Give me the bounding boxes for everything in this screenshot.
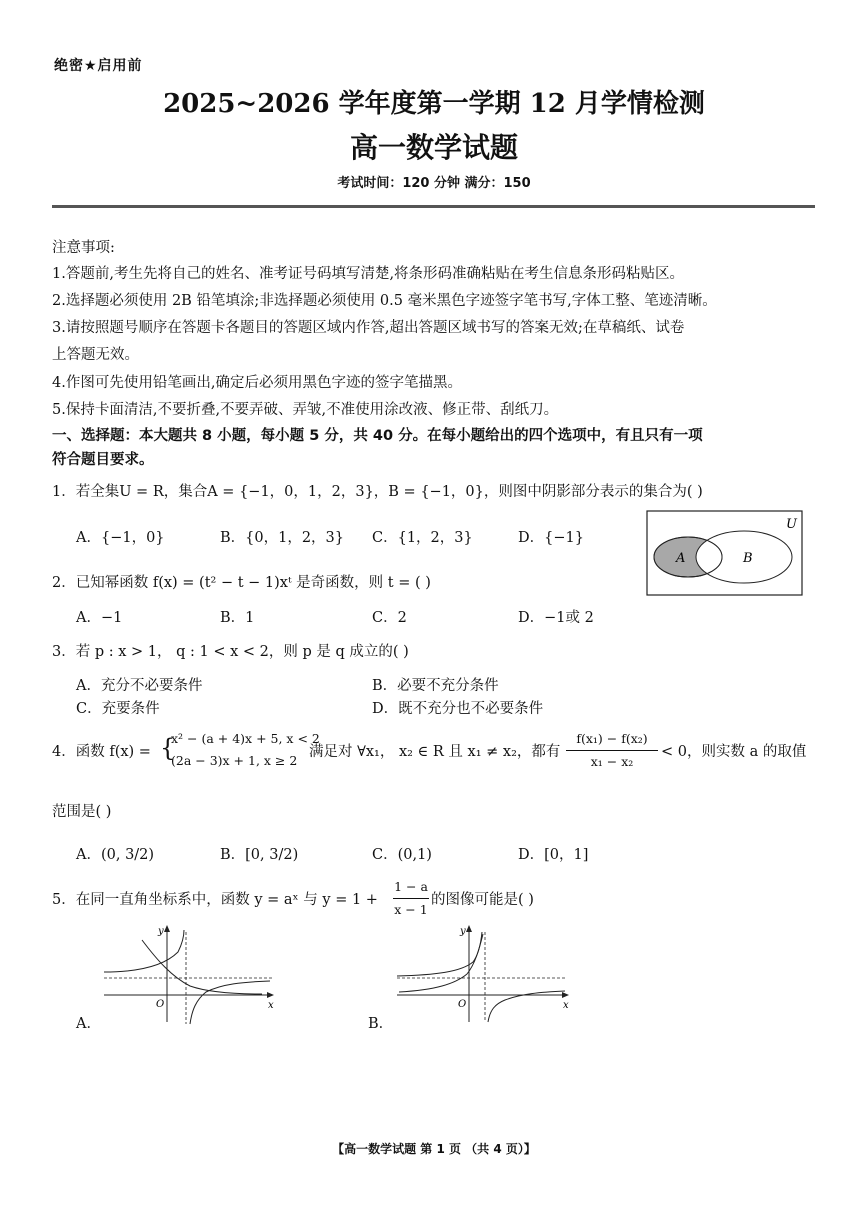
question-2-stem: 2．已知幂函数 f(x) = (t² − t − 1)xᵗ 是奇函数，则 t = ( ) <box>52 575 431 591</box>
q4-fraction-numerator: f(x₁) − f(x₂) <box>576 731 648 746</box>
q1-option-b: B．{0，1，2，3} <box>220 530 345 546</box>
notice-item: 2.选择题必须使用 2B 铅笔填涂;非选择题必须使用 0.5 毫米黑色字迹签字笔书写,字体工整、笔迹清晰。 <box>52 293 717 309</box>
svg-text:y: y <box>460 926 466 937</box>
q4-case-2: (2a − 3)x + 1, x ≥ 2 <box>171 753 298 768</box>
q3-option-b: B．必要不充分条件 <box>372 678 499 694</box>
q5-fraction-denominator: x − 1 <box>394 902 428 917</box>
q3-option-a: A．充分不必要条件 <box>76 678 203 694</box>
notice-heading: 注意事项: <box>52 240 115 256</box>
q4-condition-tail: < 0，则实数 a 的取值 <box>661 744 807 760</box>
exam-title: 2025~2026 学年度第一学期 12 月学情检测 <box>163 89 705 119</box>
notice-item: 5.保持卡面清洁,不要折叠,不要弄破、弄皱,不准使用涂改液、修正带、刮纸刀。 <box>52 402 559 418</box>
q2-option-d: D．−1或 2 <box>518 610 594 626</box>
q5-option-b: B． <box>368 1016 394 1032</box>
exam-subject-title: 高一数学试题 <box>349 131 518 164</box>
svg-text:y: y <box>158 926 164 937</box>
header-divider <box>52 205 815 208</box>
q1-option-d: D．{−1} <box>518 530 584 546</box>
page-footer: 【高一数学试题 第 1 页 （共 4 页）】 <box>332 1142 536 1156</box>
q1-option-a: A．{−1，0} <box>76 530 165 546</box>
q3-option-d: D．既不充分也不必要条件 <box>372 701 544 717</box>
notice-item: 4.作图可先使用铅笔画出,确定后必须用黑色字迹的签字笔描黑。 <box>52 375 462 391</box>
q5-fraction-bar <box>393 898 429 899</box>
confidential-label: 绝密★启用前 <box>54 58 143 74</box>
question-4-lead: 4．函数 f(x) = <box>52 744 151 760</box>
q2-option-c: C．2 <box>372 610 407 626</box>
q2-option-a: A．−1 <box>76 610 123 626</box>
svg-text:x: x <box>268 1000 274 1011</box>
question-1-stem: 1．若全集U = R，集合A = {−1，0，1，2，3}，B = {−1，0}，则图中阴影部分表示的集合为( ) <box>52 484 703 500</box>
q5-fraction-numerator: 1 − a <box>394 879 428 894</box>
q5-stem-tail: 的图像可能是( ) <box>431 892 534 908</box>
notice-item: 1.答题前,考生先将自己的姓名、准考证号码填写清楚,将条形码准确粘贴在考生信息条形码粘贴区。 <box>52 266 685 282</box>
q5-graph-b <box>395 922 573 1027</box>
q5-option-a: A． <box>76 1016 101 1032</box>
q4-option-d: D．[0，1] <box>518 847 589 863</box>
question-3-stem: 3．若 p : x > 1， q : 1 < x < 2，则 p 是 q 成立的( ) <box>52 644 409 660</box>
section-heading: 一、选择题：本大题共 8 小题，每小题 5 分，共 40 分。在每小题给出的四个选项中，有且只有一项 <box>52 428 703 444</box>
q1-option-c: C．{1，2，3} <box>372 530 473 546</box>
question-4-cont: 范围是( ) <box>52 804 112 820</box>
q3-option-c: C．充要条件 <box>76 701 160 717</box>
q4-fraction-denominator: x₁ − x₂ <box>590 754 634 769</box>
venn-label-u: U <box>786 517 797 532</box>
svg-text:x: x <box>563 1000 569 1011</box>
q2-option-b: B．1 <box>220 610 255 626</box>
q4-option-a: A．(0, 3/2) <box>76 847 155 863</box>
q4-option-b: B．[0, 3/2) <box>220 847 299 863</box>
section-heading-cont: 符合题目要求。 <box>52 452 154 468</box>
q4-condition: 满足对 ∀x₁， x₂ ∈ R 且 x₁ ≠ x₂，都有 <box>309 744 561 760</box>
q5-graph-a <box>102 922 277 1027</box>
venn-diagram <box>646 510 806 598</box>
piecewise-brace: { <box>160 734 176 762</box>
svg-text:O: O <box>458 999 467 1010</box>
svg-text:O: O <box>156 999 165 1010</box>
q4-option-c: C．(0,1) <box>372 847 432 863</box>
q4-fraction-bar <box>566 750 658 751</box>
q4-case-1: x² − (a + 4)x + 5, x < 2 <box>171 731 320 746</box>
notice-item: 上答题无效。 <box>52 347 139 363</box>
venn-label-a: A <box>676 551 686 566</box>
question-5-lead: 5．在同一直角坐标系中，函数 y = aˣ 与 y = 1 + <box>52 892 378 908</box>
venn-label-b: B <box>743 551 753 566</box>
exam-info: 考试时间：120 分钟 满分：150 <box>337 176 531 191</box>
notice-item: 3.请按照题号顺序在答题卡各题目的答题区域内作答,超出答题区域书写的答案无效;在草稿纸、试卷 <box>52 320 685 336</box>
